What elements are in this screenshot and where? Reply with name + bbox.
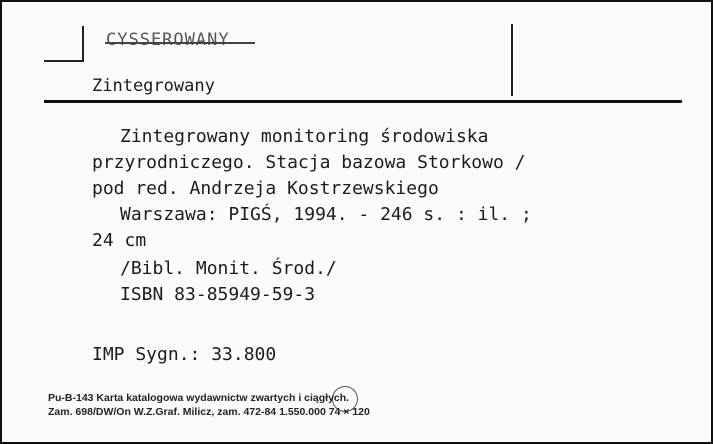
- heading-divider: [44, 100, 682, 103]
- description-line-1: Zintegrowany monitoring środowiska: [120, 126, 489, 147]
- isbn-line: ISBN 83-85949-59-3: [120, 284, 316, 305]
- description-line-3: pod red. Andrzeja Kostrzewskiego: [92, 178, 439, 199]
- corner-bracket-mark: [44, 26, 84, 62]
- dimensions-line: 24 cm: [92, 230, 147, 251]
- description-line-2: przyrodniczego. Stacja bazowa Storkowo /: [92, 152, 526, 173]
- call-number: IMP Sygn.: 33.800: [92, 344, 277, 365]
- series-line: /Bibl. Monit. Środ./: [120, 258, 337, 279]
- vertical-divider: [511, 24, 513, 96]
- heading-term: Zintegrowany: [92, 76, 215, 96]
- footer-line-1: Pu-B-143 Karta katalogowa wydawnictw zwartych i ciągłych.: [48, 392, 350, 404]
- crossed-out-word: CYSSEROWANY: [106, 30, 230, 50]
- strike-through-line: [105, 42, 255, 44]
- imprint-line: Warszawa: PIGŚ, 1994. - 246 s. : il. ;: [120, 204, 532, 225]
- footer-line-2: Zam. 698/DW/On W.Z.Graf. Milicz, zam. 472-84 1.550.000 74 × 120: [48, 406, 370, 418]
